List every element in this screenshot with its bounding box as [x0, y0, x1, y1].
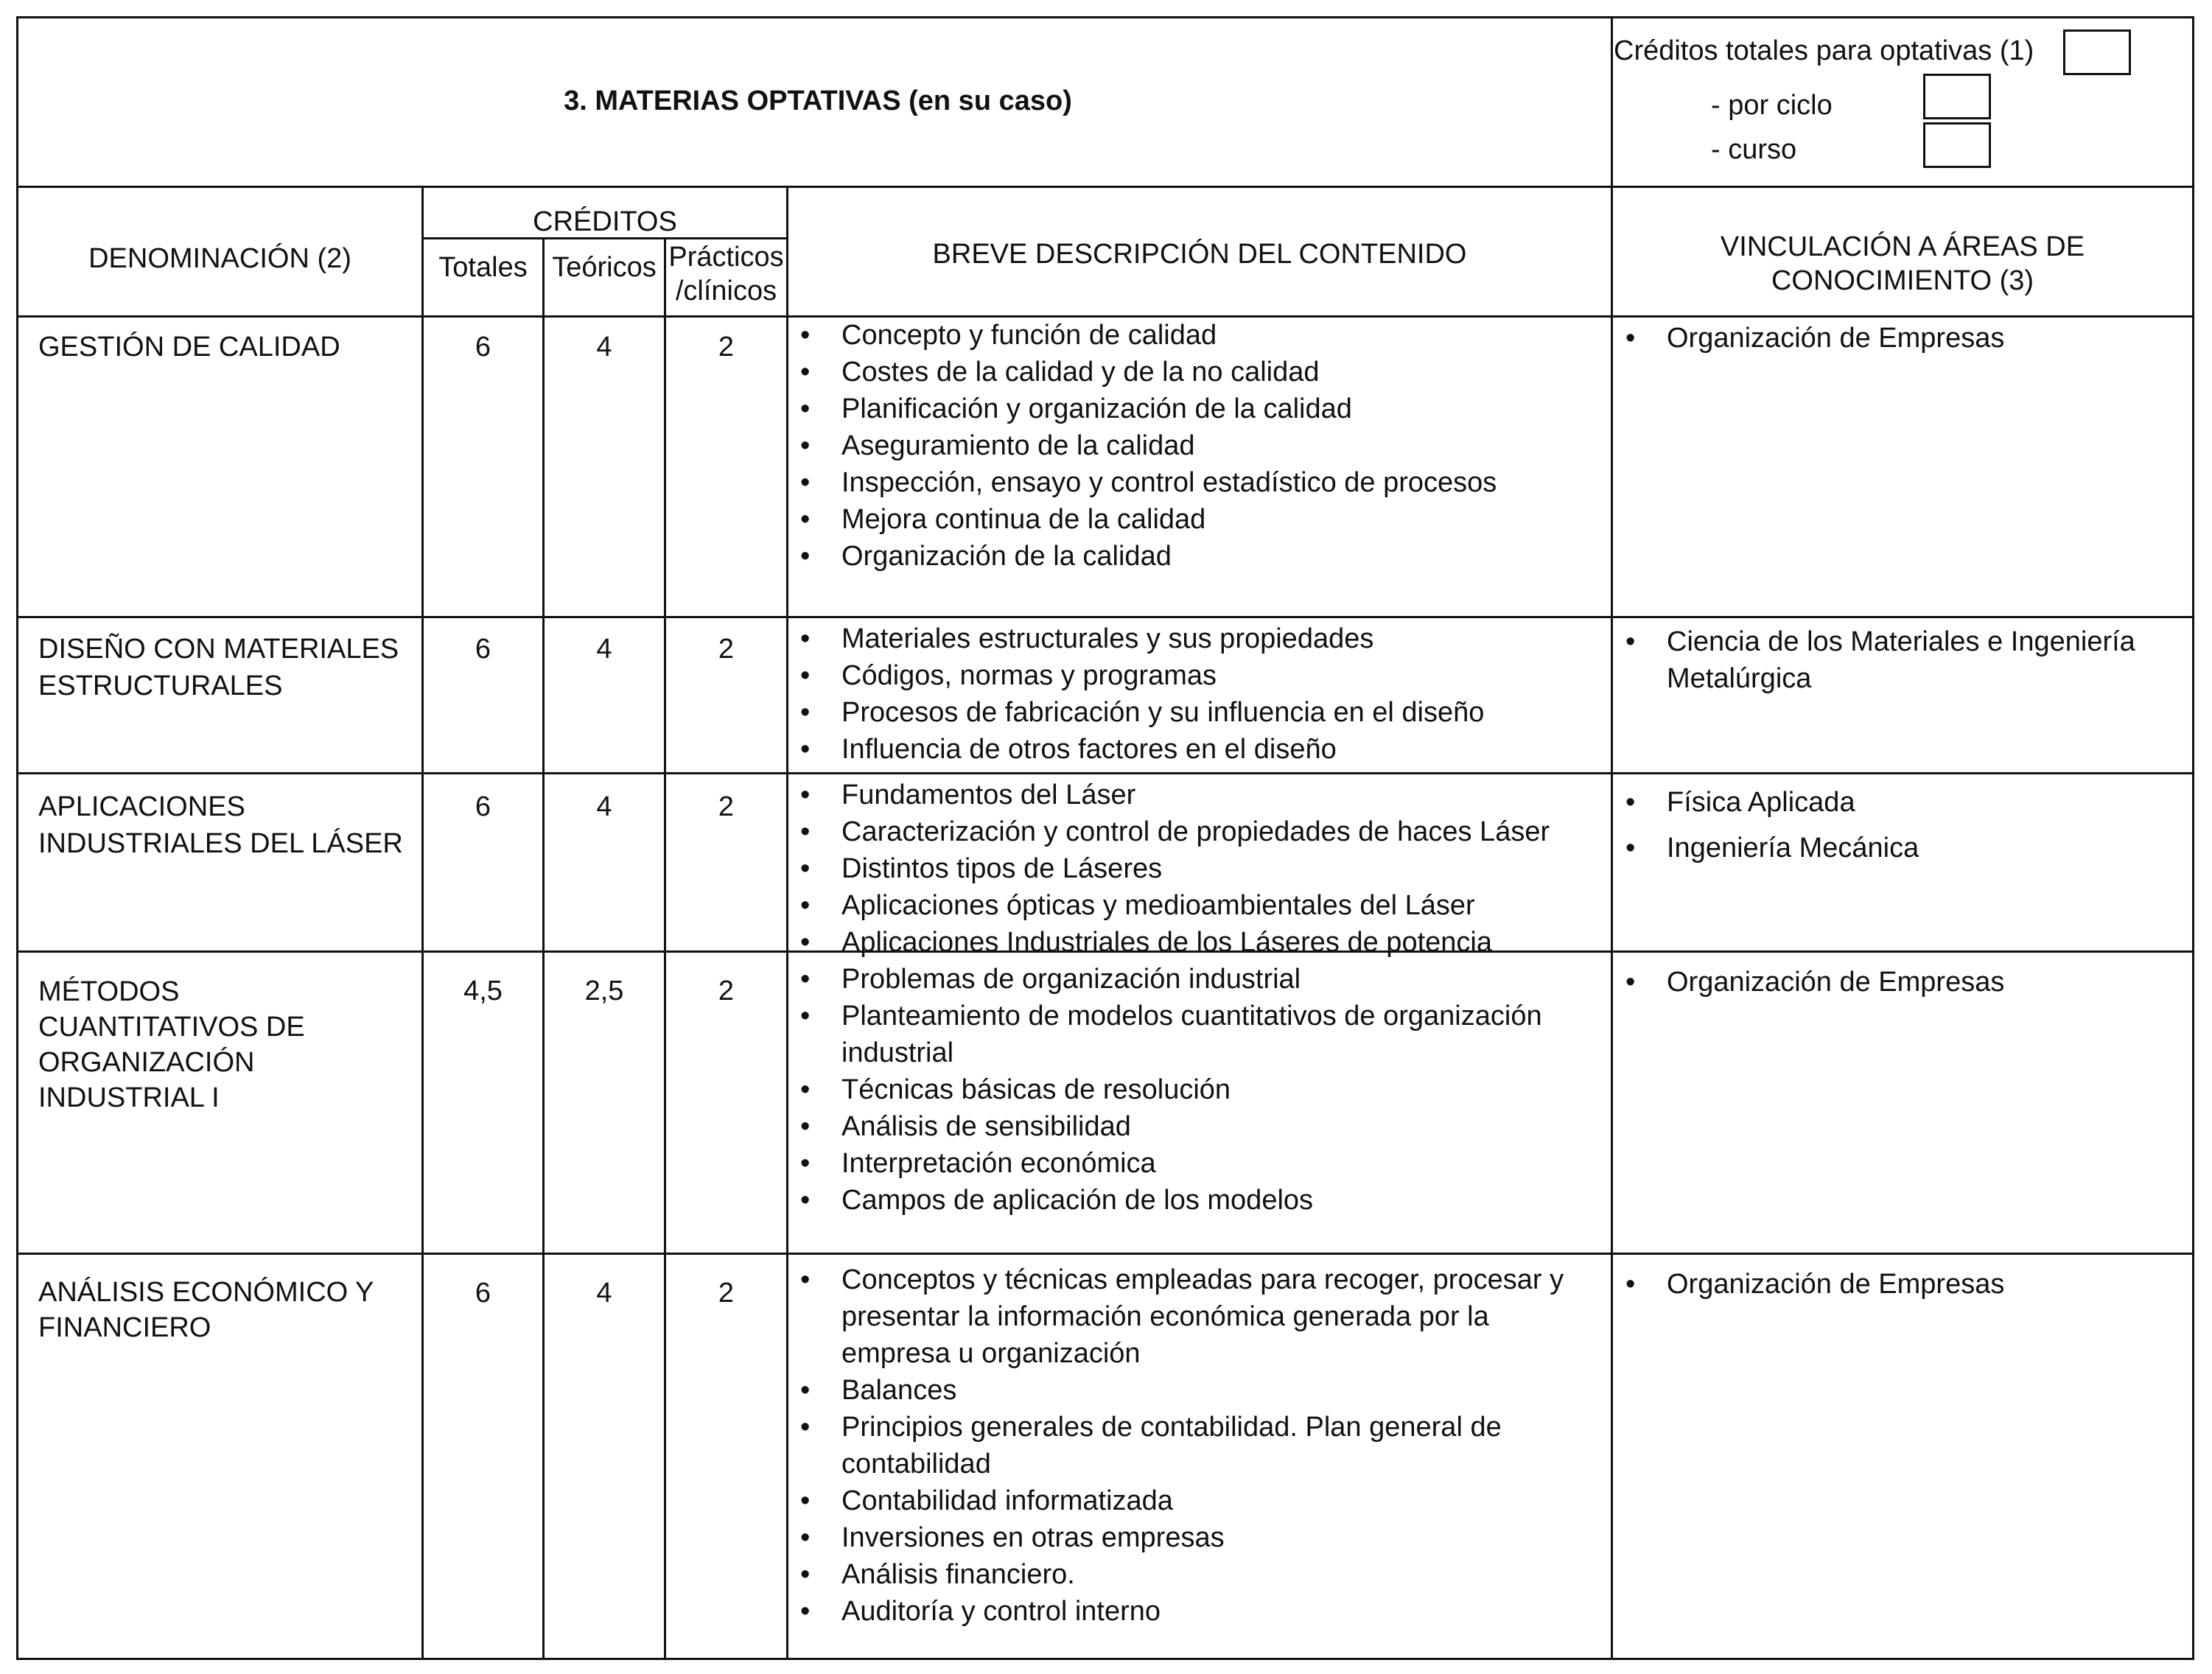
area-list — [1614, 623, 2181, 697]
list-item: • Organización de la calidad — [788, 538, 1599, 575]
list-item: • Códigos, normas y programas — [788, 657, 1599, 694]
list-item: • Aplicaciones ópticas y medioambientales del Láser — [788, 887, 1599, 924]
credits-totales: 6 — [475, 1278, 491, 1309]
list-item: • Análisis financiero. — [788, 1556, 1592, 1593]
list-item: • Planteamiento de modelos cuantitativos de organización industrial — [788, 998, 1599, 1071]
credits-teoricos: 4 — [596, 1278, 612, 1309]
subject-name — [38, 329, 340, 365]
subject-name — [38, 631, 399, 704]
list-item: • Contabilidad informatizada — [788, 1482, 1592, 1519]
rule-row2 — [16, 772, 2194, 774]
content-list — [788, 1261, 1592, 1630]
rule-right — [2192, 16, 2194, 1660]
area-item: • Ingeniería Mecánica — [1614, 825, 2181, 871]
list-item: • Balances — [788, 1372, 1592, 1409]
col-totales: Totales — [438, 252, 528, 283]
credits-totales: 4,5 — [463, 976, 503, 1006]
col-vinculacion-line2: CONOCIMIENTO (3) — [1771, 265, 2034, 296]
rule-row4 — [16, 1253, 2194, 1255]
credits-total-box[interactable] — [2063, 29, 2131, 75]
subject-name — [38, 788, 403, 862]
course-box[interactable] — [1923, 122, 1991, 168]
section-title: 3. MATERIAS OPTATIVAS (en su caso) — [564, 85, 1072, 116]
credits-practicos: 2 — [718, 1278, 735, 1309]
list-item: • Influencia de otros factores en el diseño — [788, 731, 1599, 768]
subject-name-line: APLICACIONES — [38, 791, 245, 822]
credits-practicos: 2 — [718, 791, 735, 822]
col-practicos-line1: Prácticos — [668, 242, 784, 273]
credits-teoricos: 4 — [596, 332, 612, 363]
subject-name-line: GESTIÓN DE CALIDAD — [38, 332, 340, 363]
list-item: • Caracterización y control de propiedades de haces Láser — [788, 813, 1599, 850]
list-item: • Aplicaciones Industriales de los Láseres de potencia — [788, 924, 1599, 961]
subject-name-line: INDUSTRIALES DEL LÁSER — [38, 828, 403, 859]
rule-totales — [542, 237, 545, 1660]
credits-totales: 6 — [475, 791, 491, 822]
content-list — [788, 620, 1599, 768]
rule-bottom — [16, 1658, 2194, 1660]
subject-name-line: ANÁLISIS ECONÓMICO Y — [38, 1277, 374, 1308]
list-item: • Mejora continua de la calidad — [788, 501, 1599, 538]
col-vinculacion-line1: VINCULACIÓN A ÁREAS DE — [1720, 231, 2085, 262]
list-item: • Problemas de organización industrial — [788, 961, 1599, 998]
subject-name-line: ESTRUCTURALES — [38, 670, 283, 701]
list-item: • Fundamentos del Láser — [788, 777, 1599, 813]
list-item: • Análisis de sensibilidad — [788, 1108, 1599, 1145]
credits-teoricos: 4 — [596, 634, 612, 665]
content-list — [788, 777, 1599, 961]
area-item: • Organización de Empresas — [1614, 1266, 2181, 1303]
subject-name — [38, 1275, 374, 1345]
credits-teoricos: 2,5 — [584, 976, 624, 1006]
subject-name-line: ORGANIZACIÓN — [38, 1047, 255, 1078]
per-cycle-box[interactable] — [1923, 74, 1991, 119]
area-item: • Organización de Empresas — [1614, 964, 2181, 1001]
list-item: • Costes de la calidad y de la no calidad — [788, 354, 1599, 391]
list-item: • Materiales estructurales y sus propiedades — [788, 620, 1599, 657]
rule-header-bottom — [16, 186, 2194, 188]
list-item: • Aseguramiento de la calidad — [788, 427, 1599, 464]
list-item: • Planificación y organización de la calidad — [788, 391, 1599, 427]
list-item: • Procesos de fabricación y su influencia en el diseño — [788, 694, 1599, 731]
col-vinculacion — [1613, 230, 2192, 298]
rule-denominacion — [421, 186, 424, 1660]
list-item: • Técnicas básicas de resolución — [788, 1071, 1599, 1108]
list-item: • Concepto y función de calidad — [788, 317, 1599, 354]
list-item: • Inversiones en otras empresas — [788, 1519, 1592, 1556]
col-descripcion: BREVE DESCRIPCIÓN DEL CONTENIDO — [932, 239, 1467, 270]
area-item: • Física Aplicada — [1614, 780, 2181, 825]
per-cycle-label: - por ciclo — [1711, 90, 1833, 121]
subject-name-line: FINANCIERO — [38, 1312, 211, 1343]
col-creditos: CRÉDITOS — [533, 206, 677, 237]
col-denominacion: DENOMINACIÓN (2) — [88, 243, 351, 274]
credits-practicos: 2 — [718, 976, 735, 1006]
list-item: • Inspección, ensayo y control estadístico de procesos — [788, 464, 1599, 501]
col-practicos — [666, 240, 786, 308]
subject-name-line: INDUSTRIAL I — [38, 1082, 220, 1113]
list-item: • Principios generales de contabilidad. Plan general de contabilidad — [788, 1409, 1592, 1482]
credits-practicos: 2 — [718, 332, 735, 363]
subject-name-line: MÉTODOS — [38, 976, 180, 1007]
content-list — [788, 317, 1599, 575]
area-item: • Ciencia de los Materiales e Ingeniería Metalúrgica — [1614, 623, 2181, 697]
rule-row1 — [16, 616, 2194, 618]
rule-top — [16, 16, 2194, 18]
list-item: • Conceptos y técnicas empleadas para recoger, procesar y presentar la información económica generada por la empresa u organización — [788, 1261, 1592, 1372]
credits-totales: 6 — [475, 634, 491, 665]
subject-name-line: DISEÑO CON MATERIALES — [38, 634, 399, 665]
area-list — [1614, 1266, 2181, 1303]
col-teoricos: Teóricos — [552, 252, 657, 283]
credits-teoricos: 4 — [596, 791, 612, 822]
area-list — [1614, 320, 2181, 357]
credits-totales: 6 — [475, 332, 491, 363]
content-list — [788, 961, 1599, 1219]
subject-name-line: CUANTITATIVOS DE — [38, 1012, 305, 1043]
credits-total-label: Créditos totales para optativas (1) — [1614, 35, 2034, 66]
subject-name — [38, 974, 305, 1116]
area-item: • Organización de Empresas — [1614, 320, 2181, 357]
credits-practicos: 2 — [718, 634, 735, 665]
area-list — [1614, 964, 2181, 1001]
course-label: - curso — [1711, 134, 1797, 165]
rule-teoricos — [664, 237, 666, 1660]
list-item: • Campos de aplicación de los modelos — [788, 1182, 1599, 1219]
col-practicos-line2: /clínicos — [675, 276, 777, 307]
area-list — [1614, 780, 2181, 871]
list-item: • Interpretación económica — [788, 1145, 1599, 1182]
list-item: • Auditoría y control interno — [788, 1593, 1592, 1630]
list-item: • Distintos tipos de Láseres — [788, 850, 1599, 887]
